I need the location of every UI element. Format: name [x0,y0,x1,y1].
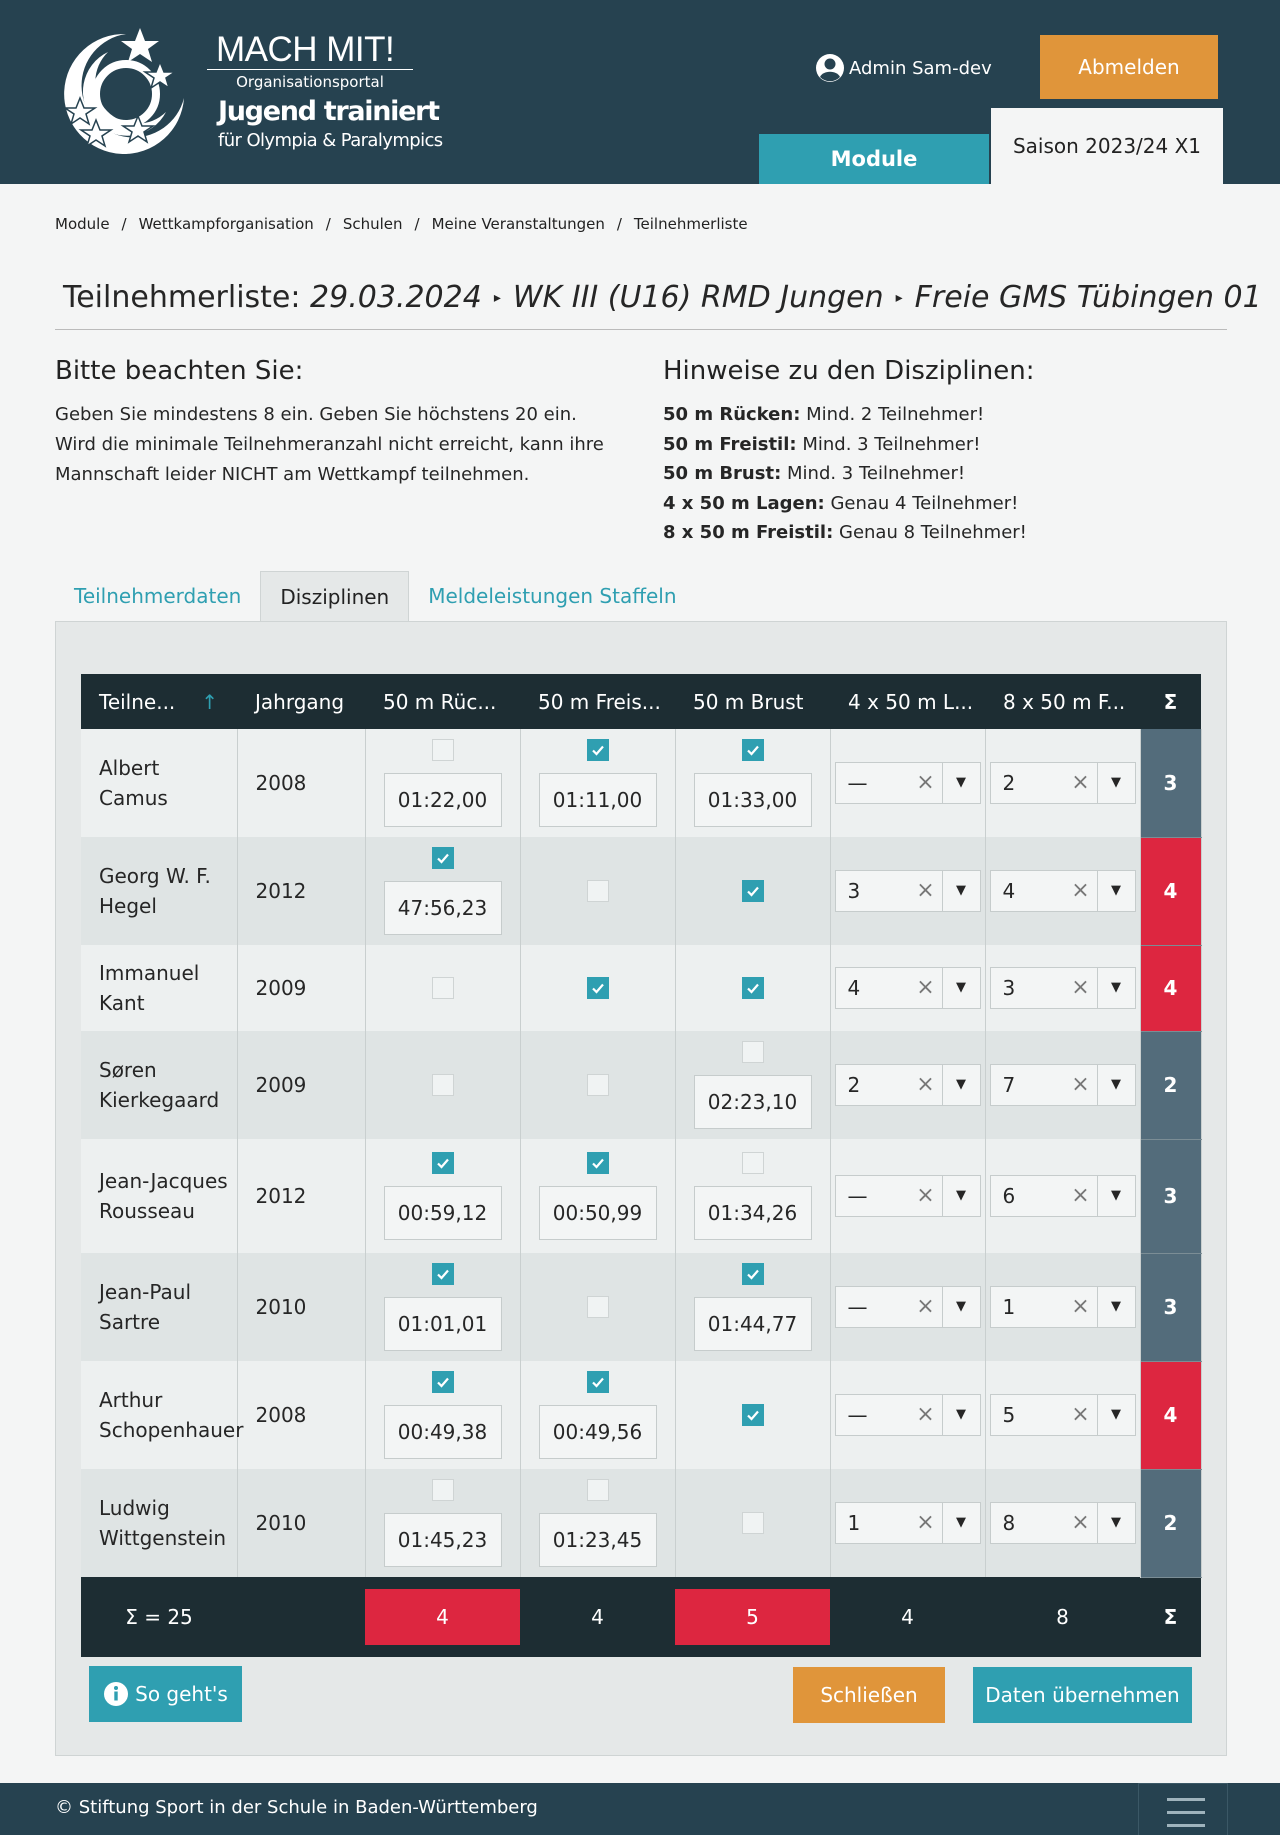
breadcrumb-separator: / [121,215,127,233]
chevron-down-icon[interactable]: ▼ [942,1503,980,1543]
hints-heading: Hinweise zu den Disziplinen: [663,356,1035,386]
participant-year: 2009 [237,1031,365,1139]
discipline-cell-d1 [365,1031,520,1139]
chevron-down-icon[interactable]: ▼ [1097,968,1135,1008]
discipline-cell-d3 [675,1031,830,1139]
chevron-down-icon[interactable]: ▼ [1097,871,1135,911]
relay8-cell [985,945,1140,1031]
hint-item [663,518,1027,548]
discipline-checkbox[interactable] [587,1296,609,1318]
clear-icon[interactable]: × [1071,1510,1090,1535]
table-row [81,1469,1201,1577]
tab-season[interactable]: Saison 2023/24 X1 [991,108,1223,184]
clear-icon[interactable]: × [1071,878,1090,903]
clear-icon[interactable]: × [916,1402,935,1427]
relay4-cell [830,1469,985,1577]
discipline-cell-d1 [365,945,520,1031]
relay8-cell [985,1139,1140,1253]
select-value: 8 [1002,1511,1016,1535]
discipline-cell-d2 [520,729,675,837]
relay4-position-select[interactable] [835,1394,981,1436]
participant-name: Jean-Jacques Rousseau [81,1139,237,1253]
column-header-4x50m-lagen[interactable]: 4 x 50 m L... [830,674,985,729]
table-row [81,729,1201,837]
relay8-cell [985,1469,1140,1577]
row-sum: 2 [1140,1031,1201,1139]
hint-discipline: 50 m Freistil: [663,433,797,455]
relay4-cell [830,1361,985,1469]
logo-divider [207,69,413,70]
discipline-cell-d3 [675,1139,830,1253]
clear-icon[interactable]: × [916,1294,935,1319]
triangle-right-icon: ▸ [895,289,903,306]
discipline-checkbox[interactable] [742,1041,764,1063]
table-row [81,945,1201,1031]
chevron-down-icon[interactable]: ▼ [1097,1065,1135,1105]
tab-meldeleistungen-staffeln[interactable]: Meldeleistungen Staffeln [428,584,677,608]
chevron-down-icon[interactable]: ▼ [942,1395,980,1435]
relay8-cell [985,837,1140,945]
clear-icon[interactable]: × [916,770,935,795]
notice-line: Wird die minimale Teilnehmeranzahl nicht erreicht, kann ihre [55,434,604,455]
title-team: Freie GMS Tübingen 01 [914,280,1262,315]
time-input[interactable]: 00:49,38 [384,1405,502,1459]
select-value: 3 [847,879,861,903]
footer-d3 [675,1577,830,1657]
hint-text: Mind. 3 Teilnehmer! [787,463,966,484]
clear-icon[interactable]: × [1071,975,1090,1000]
time-input[interactable]: 00:59,12 [384,1186,502,1240]
relay8-cell [985,1253,1140,1361]
discipline-cell-d1 [365,1253,520,1361]
discipline-checkbox[interactable] [432,1152,454,1174]
table-row [81,1253,1201,1361]
page-title [55,280,1262,315]
discipline-checkbox[interactable] [587,1074,609,1096]
row-sum: 3 [1140,729,1201,837]
row-sum: 4 [1140,945,1201,1031]
discipline-cell-d2 [520,1469,675,1577]
time-input[interactable]: 01:22,00 [384,773,502,827]
chevron-down-icon[interactable]: ▼ [942,763,980,803]
discipline-cell-d2 [520,1139,675,1253]
time-input[interactable]: 00:49,56 [539,1405,657,1459]
relay4-position-select[interactable] [835,967,981,1009]
chevron-down-icon[interactable]: ▼ [942,1176,980,1216]
table-row [81,1139,1201,1253]
notice-line: Geben Sie mindestens 8 ein. Geben Sie höchstens 20 ein. [55,404,577,425]
row-sum: 3 [1140,1139,1201,1253]
discipline-cell-d1 [365,729,520,837]
column-header-year[interactable]: Jahrgang [237,674,365,729]
relay8-cell [985,1361,1140,1469]
time-input[interactable]: 01:01,01 [384,1297,502,1351]
breadcrumb-item-module[interactable]: Module [55,215,110,233]
hints-list [663,400,1027,548]
hint-text: Mind. 2 Teilnehmer! [806,404,985,425]
footer-d1 [365,1577,520,1657]
time-input[interactable]: 01:34,26 [694,1186,812,1240]
relay4-cell [830,945,985,1031]
discipline-cell-d2 [520,1253,675,1361]
footer-d2 [520,1577,675,1657]
hamburger-bar [1167,1798,1205,1801]
breadcrumb-item-schulen[interactable]: Schulen [342,215,403,233]
discipline-checkbox[interactable] [432,847,454,869]
footer-total [81,1577,237,1657]
clear-icon[interactable]: × [916,1183,935,1208]
logo-title: MACH MIT! [216,30,395,69]
discipline-checkbox[interactable] [742,880,764,902]
participant-year: 2008 [237,1361,365,1469]
save-button[interactable]: Daten übernehmen [973,1667,1192,1723]
relay8-position-select[interactable] [990,1394,1136,1436]
relay8-position-select[interactable] [990,967,1136,1009]
discipline-checkbox[interactable] [742,1152,764,1174]
column-header-sum: Σ [1140,674,1201,729]
relay8-position-select[interactable] [990,1064,1136,1106]
time-input[interactable]: 47:56,23 [384,881,502,935]
clear-icon[interactable]: × [1071,1294,1090,1319]
discipline-checkbox[interactable] [587,977,609,999]
info-icon [103,1681,129,1707]
tab-module[interactable]: Module [759,134,989,184]
footer-d2-count: 4 [591,1605,604,1629]
select-value: 3 [1002,976,1016,1000]
header [0,0,1280,184]
discipline-cell-d3 [675,1361,830,1469]
footer-relay8 [985,1577,1140,1657]
column-header-name[interactable] [81,674,237,729]
relay8-position-select[interactable] [990,870,1136,912]
discipline-checkbox[interactable] [587,1152,609,1174]
participant-name: Albert Camus [81,729,237,837]
hint-discipline: 8 x 50 m Freistil: [663,522,834,543]
column-header-50m-freistil[interactable]: 50 m Freis... [520,674,675,729]
select-value: 4 [847,976,861,1000]
hint-item [663,489,1027,519]
user-avatar-icon [815,53,845,83]
row-sum: 3 [1140,1253,1201,1361]
row-sum: 4 [1140,1361,1201,1469]
triangle-right-icon: ▸ [493,289,501,306]
subtabs [55,571,696,621]
participant-name: Georg W. F. Hegel [81,837,237,945]
footer-total-value: Σ = 25 [125,1605,193,1629]
select-value: 4 [1002,879,1016,903]
relay4-position-select[interactable] [835,762,981,804]
clear-icon[interactable]: × [1071,1183,1090,1208]
relay8-position-select[interactable] [990,1502,1136,1544]
breadcrumb-item-wettkampforganisation[interactable]: Wettkampforganisation [138,215,314,233]
relay8-position-select[interactable] [990,1286,1136,1328]
participant-year: 2012 [237,837,365,945]
hamburger-bar [1167,1811,1205,1814]
participant-year: 2009 [237,945,365,1031]
time-input[interactable]: 01:11,00 [539,773,657,827]
discipline-checkbox[interactable] [587,880,609,902]
title-date: 29.03.2024 [310,280,482,315]
discipline-cell-d2 [520,1361,675,1469]
sort-ascending-icon[interactable]: ↑ [201,689,219,714]
footer-d1-count: 4 [365,1589,520,1645]
time-input[interactable]: 01:33,00 [694,773,812,827]
participant-year: 2010 [237,1469,365,1577]
column-header-50m-brust[interactable]: 50 m Brust [675,674,830,729]
hint-discipline: 4 x 50 m Lagen: [663,492,825,514]
breadcrumb-separator: / [414,215,420,233]
table-row [81,837,1201,945]
relay4-cell [830,1253,985,1361]
tab-disziplinen[interactable]: Disziplinen [260,571,409,621]
select-value: — [847,1403,868,1427]
discipline-checkbox[interactable] [742,1404,764,1426]
clear-icon[interactable]: × [916,975,935,1000]
breadcrumb-item-current: Teilnehmerliste [633,215,748,233]
footer-empty [237,1577,365,1657]
discipline-checkbox[interactable] [742,1263,764,1285]
user-menu[interactable] [815,52,992,84]
select-value: 2 [1002,771,1016,795]
column-header-label: Teilne... [99,689,176,714]
title-divider [55,329,1227,330]
relay4-position-select[interactable] [835,1064,981,1106]
select-value: 6 [1002,1184,1016,1208]
hint-discipline: 50 m Brust: [663,463,782,484]
notice-text [55,400,635,490]
relay4-position-select[interactable] [835,1502,981,1544]
chevron-down-icon[interactable]: ▼ [942,871,980,911]
participant-year: 2010 [237,1253,365,1361]
footer-sigma [1140,1577,1201,1657]
relay8-position-select[interactable] [990,762,1136,804]
discipline-checkbox[interactable] [742,977,764,999]
discipline-checkbox[interactable] [432,1074,454,1096]
notice-heading: Bitte beachten Sie: [55,356,304,386]
discipline-cell-d3 [675,1469,830,1577]
hint-text: Genau 8 Teilnehmer! [839,522,1027,543]
hint-discipline: 50 m Rücken: [663,404,801,425]
tab-teilnehmerdaten[interactable]: Teilnehmerdaten [74,584,242,608]
clear-icon[interactable]: × [1071,1402,1090,1427]
chevron-down-icon[interactable]: ▼ [1097,1287,1135,1327]
discipline-checkbox[interactable] [432,1263,454,1285]
clear-icon[interactable]: × [916,878,935,903]
discipline-cell-d1 [365,1361,520,1469]
discipline-checkbox[interactable] [432,739,454,761]
select-value: 7 [1002,1073,1016,1097]
footer-relay4 [830,1577,985,1657]
discipline-checkbox[interactable] [587,739,609,761]
discipline-cell-d1 [365,1139,520,1253]
select-value: — [847,771,868,795]
hamburger-menu-icon[interactable] [1138,1783,1228,1835]
select-value: 2 [847,1073,861,1097]
discipline-cell-d1 [365,837,520,945]
logo-claim: für Olympia & Paralympics [218,130,443,151]
hint-item [663,459,1027,489]
discipline-cell-d1 [365,1469,520,1577]
clear-icon[interactable]: × [916,1510,935,1535]
chevron-down-icon[interactable]: ▼ [942,1287,980,1327]
relay8-position-select[interactable] [990,1175,1136,1217]
footer-relay8-count: 8 [1056,1605,1069,1629]
relay4-cell [830,729,985,837]
relay4-position-select[interactable] [835,1175,981,1217]
row-sum: 4 [1140,837,1201,945]
time-input[interactable]: 00:50,99 [539,1186,657,1240]
breadcrumb-item-veranstaltungen[interactable]: Meine Veranstaltungen [431,215,605,233]
relay4-cell [830,1031,985,1139]
copyright-text: © Stiftung Sport in der Schule in Baden-Württemberg [55,1797,538,1818]
column-header-8x50m-freistil[interactable]: 8 x 50 m F... [985,674,1140,729]
breadcrumb-separator: / [325,215,331,233]
discipline-cell-d2 [520,1031,675,1139]
discipline-cell-d3 [675,945,830,1031]
participant-year: 2012 [237,1139,365,1253]
footer-relay4-count: 4 [901,1605,914,1629]
relay4-position-select[interactable] [835,870,981,912]
chevron-down-icon[interactable]: ▼ [1097,1395,1135,1435]
close-button[interactable]: Schließen [793,1667,945,1723]
disciplines-table [81,674,1202,1657]
discipline-checkbox[interactable] [587,1371,609,1393]
hint-item [663,430,1027,460]
time-input[interactable]: 01:44,77 [694,1297,812,1351]
discipline-checkbox[interactable] [432,977,454,999]
hint-text: Mind. 3 Teilnehmer! [802,433,981,455]
breadcrumb [55,215,748,233]
logo-subtitle: Organisationsportal [236,73,384,91]
clear-icon[interactable]: × [1071,770,1090,795]
discipline-checkbox[interactable] [742,739,764,761]
chevron-down-icon[interactable]: ▼ [942,968,980,1008]
stars-emblem-icon [56,28,196,156]
footer-d3-count: 5 [675,1589,830,1645]
relay8-cell [985,1031,1140,1139]
hamburger-bar [1167,1824,1205,1827]
chevron-down-icon[interactable]: ▼ [1097,1176,1135,1216]
footer-sigma-symbol: Σ [1163,1605,1178,1630]
table-footer-row [81,1577,1201,1657]
relay4-cell [830,837,985,945]
title-competition: WK III (U16) RMD Jungen [512,280,884,315]
table-body [81,729,1201,1577]
participant-name: Ludwig Wittgenstein [81,1469,237,1577]
relay4-cell [830,1139,985,1253]
help-button-label: So geht's [135,1682,228,1706]
discipline-cell-d3 [675,1253,830,1361]
discipline-checkbox[interactable] [432,1371,454,1393]
logo[interactable] [56,26,443,156]
table-row [81,1031,1201,1139]
breadcrumb-separator: / [616,215,622,233]
select-value: 1 [847,1511,861,1535]
column-header-50m-ruecken[interactable]: 50 m Rüc... [365,674,520,729]
user-name: Admin Sam-dev [849,57,992,79]
chevron-down-icon[interactable]: ▼ [1097,763,1135,803]
relay4-position-select[interactable] [835,1286,981,1328]
relay8-cell [985,729,1140,837]
discipline-checkbox[interactable] [432,1479,454,1501]
select-value: 1 [1002,1295,1016,1319]
participant-name: Arthur Schopenhauer [81,1361,237,1469]
row-sum: 2 [1140,1469,1201,1577]
footer [0,1783,1280,1835]
participant-name: Jean-Paul Sartre [81,1253,237,1361]
hint-item [663,400,1027,430]
time-input[interactable]: 01:23,45 [539,1513,657,1567]
discipline-cell-d2 [520,837,675,945]
discipline-cell-d3 [675,837,830,945]
discipline-checkbox[interactable] [587,1479,609,1501]
select-value: — [847,1184,868,1208]
discipline-checkbox[interactable] [742,1512,764,1534]
participant-name: Immanuel Kant [81,945,237,1031]
discipline-cell-d2 [520,945,675,1031]
clear-icon[interactable]: × [916,1072,935,1097]
title-prefix: Teilnehmerliste: [63,280,301,315]
time-input[interactable]: 02:23,10 [694,1075,812,1129]
table-header-row [81,674,1201,729]
participant-name: Søren Kierkegaard [81,1031,237,1139]
clear-icon[interactable]: × [1071,1072,1090,1097]
select-value: 5 [1002,1403,1016,1427]
table-row [81,1361,1201,1469]
help-button[interactable] [89,1666,242,1722]
chevron-down-icon[interactable]: ▼ [942,1065,980,1105]
logo-brand: Jugend trainiert [218,96,439,127]
participant-year: 2008 [237,729,365,837]
hint-text: Genau 4 Teilnehmer! [830,492,1019,514]
logout-button[interactable]: Abmelden [1040,35,1218,99]
chevron-down-icon[interactable]: ▼ [1097,1503,1135,1543]
discipline-cell-d3 [675,729,830,837]
time-input[interactable]: 01:45,23 [384,1513,502,1567]
select-value: — [847,1295,868,1319]
notice-line: Mannschaft leider NICHT am Wettkampf teilnehmen. [55,464,530,485]
